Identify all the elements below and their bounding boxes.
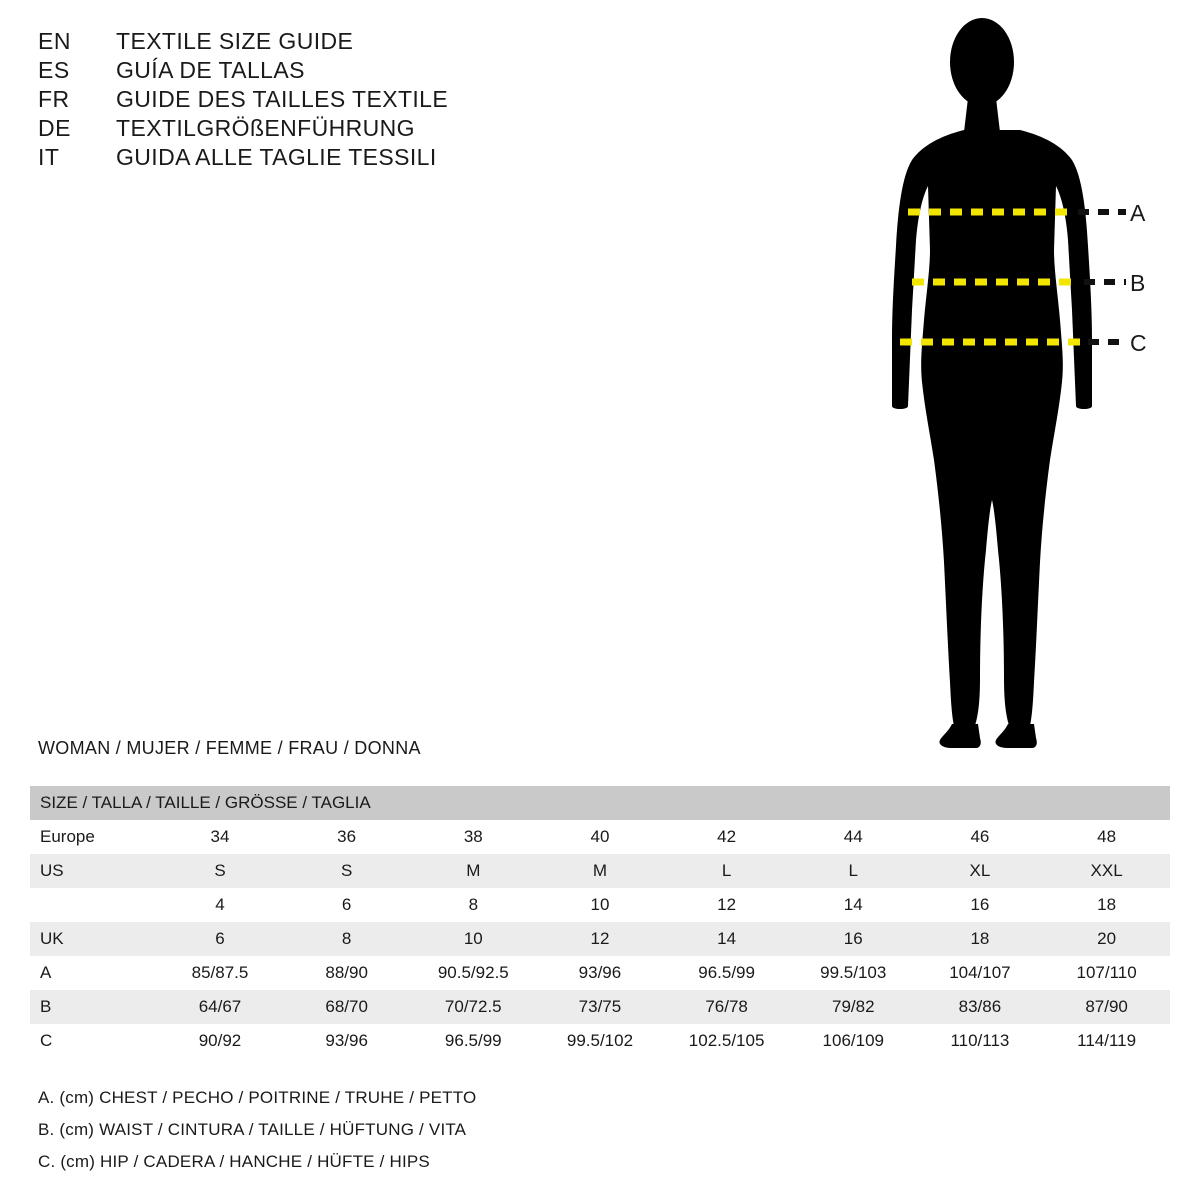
cell: 96.5/99 <box>663 956 790 990</box>
cell: 85/87.5 <box>157 956 284 990</box>
cell: 14 <box>663 922 790 956</box>
section-label-woman: WOMAN / MUJER / FEMME / FRAU / DONNA <box>38 738 421 758</box>
cell: L <box>663 854 790 888</box>
cell: M <box>537 854 664 888</box>
cell: S <box>283 854 410 888</box>
title-row <box>38 57 558 84</box>
measurement-marker-b: B <box>1130 270 1146 296</box>
cell: 8 <box>283 922 410 956</box>
cell: 18 <box>1043 888 1170 922</box>
cell: 99.5/102 <box>537 1024 664 1058</box>
cell: 87/90 <box>1043 990 1170 1024</box>
cell: 16 <box>917 888 1044 922</box>
table-row <box>30 854 1170 888</box>
size-table-body <box>30 820 1170 1058</box>
cell: 107/110 <box>1043 956 1170 990</box>
cell: 96.5/99 <box>410 1024 537 1058</box>
cell: 36 <box>283 820 410 854</box>
title-text: TEXTILE SIZE GUIDE <box>116 28 354 54</box>
title-row <box>38 144 558 171</box>
cell: 102.5/105 <box>663 1024 790 1058</box>
cell: 38 <box>410 820 537 854</box>
cell: 90/92 <box>157 1024 284 1058</box>
row-label: B <box>30 990 157 1024</box>
footnote-b: B. (cm) WAIST / CINTURA / TAILLE / HÜFTUNG / VITA <box>38 1120 467 1139</box>
cell: 73/75 <box>537 990 664 1024</box>
cell: XXL <box>1043 854 1170 888</box>
cell: 90.5/92.5 <box>410 956 537 990</box>
cell: 99.5/103 <box>790 956 917 990</box>
cell: 6 <box>283 888 410 922</box>
size-table-header-label: SIZE / TALLA / TAILLE / GRÖSSE / TAGLIA <box>30 786 1170 820</box>
table-row <box>30 1024 1170 1058</box>
cell: 48 <box>1043 820 1170 854</box>
footnote-c: C. (cm) HIP / CADERA / HANCHE / HÜFTE / HIPS <box>38 1152 430 1171</box>
table-row <box>30 956 1170 990</box>
cell: 104/107 <box>917 956 1044 990</box>
title-text: GUIDE DES TAILLES TEXTILE <box>116 86 449 112</box>
cell: 46 <box>917 820 1044 854</box>
title-row <box>38 115 558 142</box>
cell: 64/67 <box>157 990 284 1024</box>
footnote-a: A. (cm) CHEST / PECHO / POITRINE / TRUHE / PETTO <box>38 1088 477 1107</box>
table-row <box>30 888 1170 922</box>
cell: 34 <box>157 820 284 854</box>
cell: S <box>157 854 284 888</box>
title-language-code: EN <box>38 28 71 54</box>
cell: 40 <box>537 820 664 854</box>
table-row <box>30 922 1170 956</box>
title-language-code: IT <box>38 144 60 170</box>
cell: 83/86 <box>917 990 1044 1024</box>
cell: 79/82 <box>790 990 917 1024</box>
table-row <box>30 820 1170 854</box>
cell: 68/70 <box>283 990 410 1024</box>
cell: 10 <box>537 888 664 922</box>
cell: 20 <box>1043 922 1170 956</box>
cell: 14 <box>790 888 917 922</box>
footnotes <box>38 1088 476 1184</box>
measurement-marker-a: A <box>1130 200 1146 226</box>
row-label: UK <box>30 922 157 956</box>
measurement-marker-c: C <box>1130 330 1147 356</box>
size-table <box>30 786 1170 1058</box>
title-row <box>38 86 558 113</box>
cell: 114/119 <box>1043 1024 1170 1058</box>
title-row <box>38 28 558 55</box>
table-row <box>30 990 1170 1024</box>
cell: 106/109 <box>790 1024 917 1058</box>
row-label: A <box>30 956 157 990</box>
title-text: GUÍA DE TALLAS <box>116 57 305 83</box>
cell: XL <box>917 854 1044 888</box>
size-table-head <box>30 786 1170 820</box>
cell: 8 <box>410 888 537 922</box>
cell: 4 <box>157 888 284 922</box>
cell: 93/96 <box>537 956 664 990</box>
row-label: C <box>30 1024 157 1058</box>
row-label: US <box>30 854 157 888</box>
cell: 10 <box>410 922 537 956</box>
title-language-code: ES <box>38 57 70 83</box>
cell: 44 <box>790 820 917 854</box>
row-label: Europe <box>30 820 157 854</box>
cell: M <box>410 854 537 888</box>
cell: 88/90 <box>283 956 410 990</box>
female-silhouette-icon <box>830 10 1190 750</box>
cell: 70/72.5 <box>410 990 537 1024</box>
cell: 12 <box>663 888 790 922</box>
cell: 76/78 <box>663 990 790 1024</box>
title-language-code: DE <box>38 115 71 141</box>
title-text: TEXTILGRÖßENFÜHRUNG <box>116 115 415 141</box>
cell: 18 <box>917 922 1044 956</box>
cell: 42 <box>663 820 790 854</box>
cell: 93/96 <box>283 1024 410 1058</box>
table-header-row <box>30 786 1170 820</box>
cell: 110/113 <box>917 1024 1044 1058</box>
cell: 16 <box>790 922 917 956</box>
title-text: GUIDA ALLE TAGLIE TESSILI <box>116 144 437 170</box>
row-label <box>30 888 157 922</box>
cell: L <box>790 854 917 888</box>
title-block <box>38 28 558 173</box>
cell: 6 <box>157 922 284 956</box>
title-language-code: FR <box>38 86 70 112</box>
figure-area <box>830 10 1190 750</box>
cell: 12 <box>537 922 664 956</box>
